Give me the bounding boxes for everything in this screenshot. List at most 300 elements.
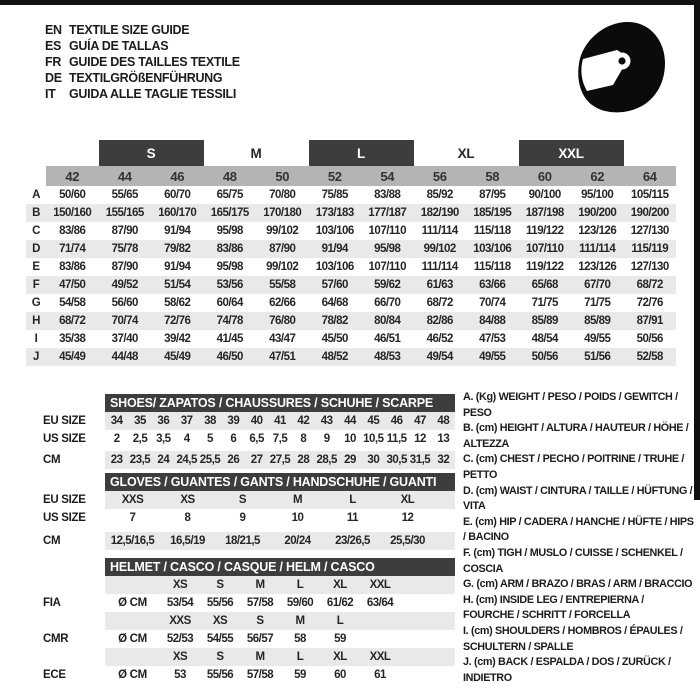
size-value: 55/58 (269, 279, 296, 291)
size-value: L (296, 579, 304, 591)
size-value: 127/130 (630, 225, 669, 237)
size-value: L (336, 615, 344, 627)
helmet-row (105, 594, 455, 612)
legend-item: B. (cm) HEIGHT / ALTURA / HAUTEUR / HÖHE / ALTEZZA (463, 422, 689, 450)
size-value: 48 (437, 415, 450, 427)
legend-item: D. (cm) WAIST / CINTURA / TAILLE / HÜFTUNG / VITA (463, 484, 693, 513)
section-row (105, 451, 455, 469)
size-value: 18/21,5 (225, 535, 260, 547)
size-value: 55/56 (206, 597, 234, 609)
size-value: 55/65 (111, 189, 138, 201)
language-title: GUÍA DE TALLAS (69, 39, 169, 53)
row-label: US SIZE (43, 512, 86, 524)
size-value: 72/76 (636, 297, 663, 309)
helmet-row (105, 612, 455, 630)
standard-label: CMR (43, 633, 69, 645)
size-value: 43 (320, 415, 333, 427)
size-value: 41/45 (216, 333, 243, 345)
size-value: 34 (110, 415, 123, 427)
size-number: 50 (275, 168, 290, 184)
legend-item: G. (cm) ARM / BRAZO / BRAS / ARM / BRACCIO (463, 578, 693, 591)
size-value: 103/106 (473, 243, 512, 255)
size-value: 95/98 (216, 225, 243, 237)
size-value: 75/78 (111, 243, 138, 255)
row-letter: G (31, 297, 41, 309)
section-row (105, 491, 455, 509)
size-value: 99/102 (266, 261, 299, 273)
size-value: 25,5/30 (390, 535, 425, 547)
legend-item: H. (cm) INSIDE LEG / ENTREPIERNA / FOURCHE / SCHRITT / FORCELLA (463, 593, 644, 622)
size-value: 91/94 (164, 225, 191, 237)
row-letter: J (33, 351, 39, 363)
size-value: 45 (367, 415, 380, 427)
language-title: TEXTILGRÖßENFÜHRUNG (69, 71, 223, 85)
language-title: GUIDA ALLE TAGLIE TESSILI (69, 87, 237, 101)
size-value: 79/82 (164, 243, 191, 255)
size-value: 23,5 (129, 454, 151, 466)
size-value: 75/85 (321, 189, 348, 201)
size-value: 91/94 (164, 261, 191, 273)
size-value: 90/100 (528, 189, 561, 201)
size-value: 64/68 (321, 297, 348, 309)
gloves-section-header: GLOVES / GUANTES / GANTS / HANDSCHUHE / GUANTI (105, 473, 455, 491)
size-value: 82/86 (426, 315, 453, 327)
size-value: 48/54 (531, 333, 558, 345)
size-value: 57/60 (321, 279, 348, 291)
size-value: 76/80 (269, 315, 296, 327)
size-value: 56/57 (246, 633, 274, 645)
size-value: XXL (369, 579, 391, 591)
size-value: 9 (323, 433, 330, 445)
size-value: 53 (174, 669, 186, 681)
size-value: 63/64 (366, 597, 394, 609)
size-value: 119/122 (526, 261, 564, 273)
size-value: 165/175 (210, 207, 249, 219)
size-value: 72/76 (164, 315, 191, 327)
size-value: 87/90 (269, 243, 296, 255)
size-value: 85/89 (531, 315, 558, 327)
size-value: 40 (250, 415, 263, 427)
size-value: 10,5 (363, 433, 384, 445)
size-value: 10 (344, 433, 356, 445)
size-value: S (216, 651, 224, 663)
helmet-row (105, 576, 455, 594)
size-value: 173/183 (315, 207, 354, 219)
size-value: 182/190 (420, 207, 459, 219)
table-row (26, 204, 676, 222)
size-value: 70/74 (111, 315, 138, 327)
size-value: XS (172, 579, 188, 591)
size-number: 46 (170, 168, 185, 184)
language-code: FR (45, 55, 62, 69)
size-value: 61 (374, 669, 386, 681)
size-value: 6 (230, 433, 237, 445)
row-label: CM (43, 535, 61, 547)
size-number-row (46, 166, 676, 186)
row-letter: A (32, 189, 40, 201)
size-value: 107/110 (368, 261, 406, 273)
size-value: 61/62 (326, 597, 354, 609)
size-value: 10 (291, 512, 304, 524)
size-value: 190/200 (578, 207, 617, 219)
size-value: L (349, 494, 356, 506)
language-title: GUIDE DES TAILLES TEXTILE (69, 55, 240, 69)
size-value: 68/72 (636, 279, 663, 291)
size-group-label: S (99, 140, 204, 166)
size-value: 85/89 (584, 315, 611, 327)
size-value: 71/74 (59, 243, 86, 255)
shoes-section-header: SHOES/ ZAPATOS / CHAUSSURES / SCHUHE / SCARPE (105, 394, 455, 412)
row-letter: F (32, 279, 40, 291)
helmet-section-header: HELMET / CASCO / CASQUE / HELM / CASCO (105, 558, 455, 576)
size-value: 54/58 (59, 297, 86, 309)
size-value: 115/118 (473, 225, 511, 237)
size-value: 28,5 (316, 454, 337, 466)
size-group-row (26, 140, 676, 166)
size-value: 48/53 (374, 351, 401, 363)
size-value: 58/62 (164, 297, 191, 309)
size-value: 70/74 (479, 297, 506, 309)
size-value: 95/100 (581, 189, 614, 201)
size-value: 4 (183, 433, 190, 445)
table-row (26, 330, 676, 348)
row-letter: H (32, 315, 40, 327)
size-value: 107/110 (368, 225, 406, 237)
measurement-legend (463, 390, 696, 686)
size-value: 11 (346, 512, 359, 524)
size-value: 47/53 (479, 333, 506, 345)
row-letter: C (32, 225, 40, 237)
size-value: 127/130 (630, 261, 669, 273)
size-value: 8 (300, 433, 307, 445)
size-value: 49/55 (479, 351, 506, 363)
size-value: 48/52 (321, 351, 348, 363)
size-value: 95/98 (216, 261, 243, 273)
standard-label: ECE (43, 669, 66, 681)
size-value: 83/88 (374, 189, 401, 201)
section-row (105, 412, 455, 430)
size-value: 23/26,5 (335, 535, 370, 547)
size-value: 185/195 (473, 207, 512, 219)
size-value: 115/118 (473, 261, 511, 273)
size-value: 27 (250, 454, 263, 466)
table-row (26, 186, 676, 204)
size-value: 50/56 (531, 351, 558, 363)
size-value: 37 (180, 415, 193, 427)
size-value: M (295, 615, 305, 627)
helmet-row (105, 666, 455, 684)
size-value: 83/86 (59, 225, 86, 237)
size-value: XS (172, 651, 188, 663)
size-value: M (292, 494, 303, 506)
size-value: S (238, 494, 247, 506)
row-label: US SIZE (43, 433, 86, 445)
legend-item: C. (cm) CHEST / PECHO / POITRINE / TRUHE / PETTO (463, 453, 685, 481)
size-value: 43/47 (269, 333, 296, 345)
size-value: 83/86 (216, 243, 243, 255)
size-value: 59 (334, 633, 346, 645)
size-value: 47/50 (59, 279, 86, 291)
language-title: TEXTILE SIZE GUIDE (69, 23, 190, 37)
size-value: 45/49 (59, 351, 86, 363)
size-value: 65/68 (531, 279, 558, 291)
size-number: 64 (642, 168, 657, 184)
size-value: 190/200 (630, 207, 669, 219)
size-value: 187/198 (525, 207, 564, 219)
size-value: 55/56 (206, 669, 234, 681)
size-value: 39/42 (164, 333, 191, 345)
size-value: 2,5 (132, 433, 148, 445)
textile-size-table (26, 140, 676, 366)
legend-item: I. (cm) SHOULDERS / HOMBROS / ÉPAULES / SCHULTERN / SPALLE (463, 624, 683, 653)
size-value: 12,5/16,5 (110, 535, 155, 547)
size-value: 111/114 (579, 243, 616, 255)
size-value: XXS (121, 494, 144, 506)
size-value: 26 (227, 454, 240, 466)
size-value: M (255, 579, 265, 591)
size-value: 85/92 (426, 189, 453, 201)
size-value: 123/126 (578, 225, 617, 237)
size-value: 45/49 (164, 351, 191, 363)
size-value: 177/187 (368, 207, 407, 219)
size-value: 60/64 (216, 297, 243, 309)
size-value: 60/70 (164, 189, 191, 201)
size-value: XL (400, 494, 415, 506)
size-value: 35 (134, 415, 146, 427)
size-value: 24,5 (176, 454, 197, 466)
size-value: 20/24 (284, 535, 311, 547)
size-number: 56 (432, 168, 447, 184)
size-value: 66/70 (374, 297, 401, 309)
size-value: 123/126 (578, 261, 617, 273)
size-value: L (296, 651, 304, 663)
size-value: 37/40 (111, 333, 138, 345)
size-value: 87/95 (479, 189, 506, 201)
size-value: 52/58 (636, 351, 663, 363)
legend-item: J. (cm) BACK / ESPALDA / DOS / ZURÜCK / INDIETRO (463, 656, 671, 684)
size-value: 31,5 (409, 454, 431, 466)
size-value: 45/50 (321, 333, 348, 345)
size-value: S (256, 615, 264, 627)
language-row (45, 70, 240, 86)
size-value: 38 (204, 415, 216, 427)
size-value: 87/91 (636, 315, 663, 327)
language-code: EN (45, 23, 62, 37)
unit-label: Ø CM (118, 633, 147, 645)
size-value: 58 (294, 633, 306, 645)
size-value: 41 (274, 415, 286, 427)
size-value: 39 (227, 415, 240, 427)
size-value: 59/60 (286, 597, 314, 609)
size-value: 111/114 (421, 261, 458, 273)
language-row (45, 86, 240, 102)
size-value: 29 (344, 454, 356, 466)
table-row (26, 240, 676, 258)
size-value: 49/55 (584, 333, 611, 345)
size-value: 160/170 (158, 207, 197, 219)
table-row (26, 312, 676, 330)
language-code: ES (45, 39, 62, 53)
size-value: 12 (414, 433, 426, 445)
size-value: 30 (367, 454, 380, 466)
size-value: XS (212, 615, 228, 627)
row-letter: B (32, 207, 40, 219)
size-value: 54/55 (206, 633, 234, 645)
size-value: 46/51 (374, 333, 401, 345)
size-value: 59 (294, 669, 306, 681)
size-value: XS (180, 494, 195, 506)
language-row (45, 38, 240, 54)
size-value: 57/58 (246, 669, 274, 681)
size-value: 99/102 (423, 243, 456, 255)
size-value: 6,5 (249, 433, 264, 445)
size-value: 68/72 (59, 315, 86, 327)
size-value: 95/98 (374, 243, 401, 255)
size-value: 30,5 (386, 454, 407, 466)
unit-label: Ø CM (118, 669, 147, 681)
size-value: 12 (401, 512, 414, 524)
size-value: S (216, 579, 224, 591)
size-value: 67/70 (584, 279, 611, 291)
size-value: 46 (390, 415, 403, 427)
size-number: 48 (222, 168, 237, 184)
size-value: 49/54 (426, 351, 453, 363)
size-number: 62 (590, 168, 605, 184)
size-value: 105/115 (631, 189, 669, 201)
size-number: 42 (65, 168, 80, 184)
size-value: 28 (297, 454, 310, 466)
language-row (45, 54, 240, 70)
size-number: 44 (117, 168, 132, 184)
size-value: 16,5/19 (170, 535, 205, 547)
size-value: 11,5 (386, 433, 407, 445)
size-number: 58 (485, 168, 500, 184)
size-value: 59/62 (374, 279, 401, 291)
row-label: EU SIZE (43, 415, 86, 427)
size-value: 36 (157, 415, 170, 427)
size-value: 87/90 (111, 261, 138, 273)
row-label: CM (43, 454, 61, 466)
section-row (105, 509, 455, 527)
size-value: 115/119 (631, 243, 669, 255)
legend-item: F. (cm) TIGH / MUSLO / CUISSE / SCHENKEL / COSCIA (463, 546, 683, 575)
row-letter: D (32, 243, 40, 255)
textile-size-rows (26, 186, 676, 366)
size-value: 53/54 (166, 597, 194, 609)
section-row (105, 532, 455, 550)
helmet-row (105, 648, 455, 666)
size-group-label: XXL (519, 140, 624, 166)
size-value: 111/114 (421, 225, 458, 237)
row-label: EU SIZE (43, 494, 86, 506)
size-value: 46/50 (216, 351, 243, 363)
size-value: 71/75 (531, 297, 558, 309)
size-value: 24 (157, 454, 170, 466)
size-value: 51/54 (164, 279, 191, 291)
size-value: 84/88 (479, 315, 506, 327)
size-value: 107/110 (526, 243, 564, 255)
size-value: 8 (184, 512, 191, 524)
size-value: XL (333, 651, 347, 663)
size-value: 27,5 (269, 454, 291, 466)
table-row (26, 348, 676, 366)
size-value: 103/106 (315, 225, 354, 237)
legend-item: A. (Kg) WEIGHT / PESO / POIDS / GEWITCH / PESO (463, 391, 678, 419)
size-value: 119/122 (526, 225, 564, 237)
size-value: 53/56 (216, 279, 243, 291)
size-value: 2 (113, 433, 120, 445)
size-value: 49/52 (111, 279, 138, 291)
size-value: 63/66 (479, 279, 506, 291)
size-number: 54 (380, 168, 395, 184)
size-value: M (255, 651, 265, 663)
size-group-label: XL (457, 145, 475, 161)
size-value: 32 (437, 454, 450, 466)
size-group-label: M (250, 145, 262, 161)
size-value: 25,5 (199, 454, 221, 466)
size-value: 170/180 (263, 207, 302, 219)
section-row (105, 430, 455, 448)
size-value: 74/78 (216, 315, 243, 327)
size-value: 23 (110, 454, 123, 466)
size-value: 52/53 (166, 633, 194, 645)
size-value: 7,5 (272, 433, 288, 445)
size-value: 50/56 (636, 333, 663, 345)
size-value: 35/38 (59, 333, 86, 345)
standard-label: FIA (43, 597, 61, 609)
helmet-icon (570, 16, 670, 118)
size-value: 78/82 (321, 315, 348, 327)
size-value: 56/60 (111, 297, 138, 309)
unit-label: Ø CM (118, 597, 147, 609)
table-row (26, 258, 676, 276)
table-row (26, 222, 676, 240)
size-value: 155/165 (105, 207, 144, 219)
legend-item: E. (cm) HIP / CADERA / HANCHE / HÜFTE / HIPS / BACINO (463, 515, 694, 544)
size-value: 87/90 (111, 225, 138, 237)
language-title-list (45, 22, 240, 102)
size-value: 68/72 (426, 297, 453, 309)
size-value: XL (333, 579, 347, 591)
helmet-row (105, 630, 455, 648)
size-value: 9 (239, 512, 246, 524)
size-value: 47 (414, 415, 426, 427)
size-value: 57/58 (246, 597, 274, 609)
size-value: 80/84 (374, 315, 401, 327)
size-value: 83/86 (59, 261, 86, 273)
size-value: 42 (297, 415, 310, 427)
size-number: 60 (537, 168, 552, 184)
row-letter: E (32, 261, 40, 273)
top-border (0, 0, 700, 5)
size-value: 103/106 (315, 261, 354, 273)
size-value: 3,5 (156, 433, 171, 445)
language-code: IT (45, 87, 56, 101)
table-row (26, 294, 676, 312)
size-value: 44/48 (111, 351, 138, 363)
size-value: 51/56 (584, 351, 611, 363)
size-value: 50/60 (59, 189, 86, 201)
size-value: 60 (334, 669, 346, 681)
table-row (26, 276, 676, 294)
size-value: 44 (344, 415, 356, 427)
language-code: DE (45, 71, 62, 85)
size-value: 47/51 (269, 351, 296, 363)
size-value: XXS (169, 615, 191, 627)
size-value: XXL (369, 651, 391, 663)
size-value: 7 (129, 512, 136, 524)
size-value: 150/160 (53, 207, 92, 219)
